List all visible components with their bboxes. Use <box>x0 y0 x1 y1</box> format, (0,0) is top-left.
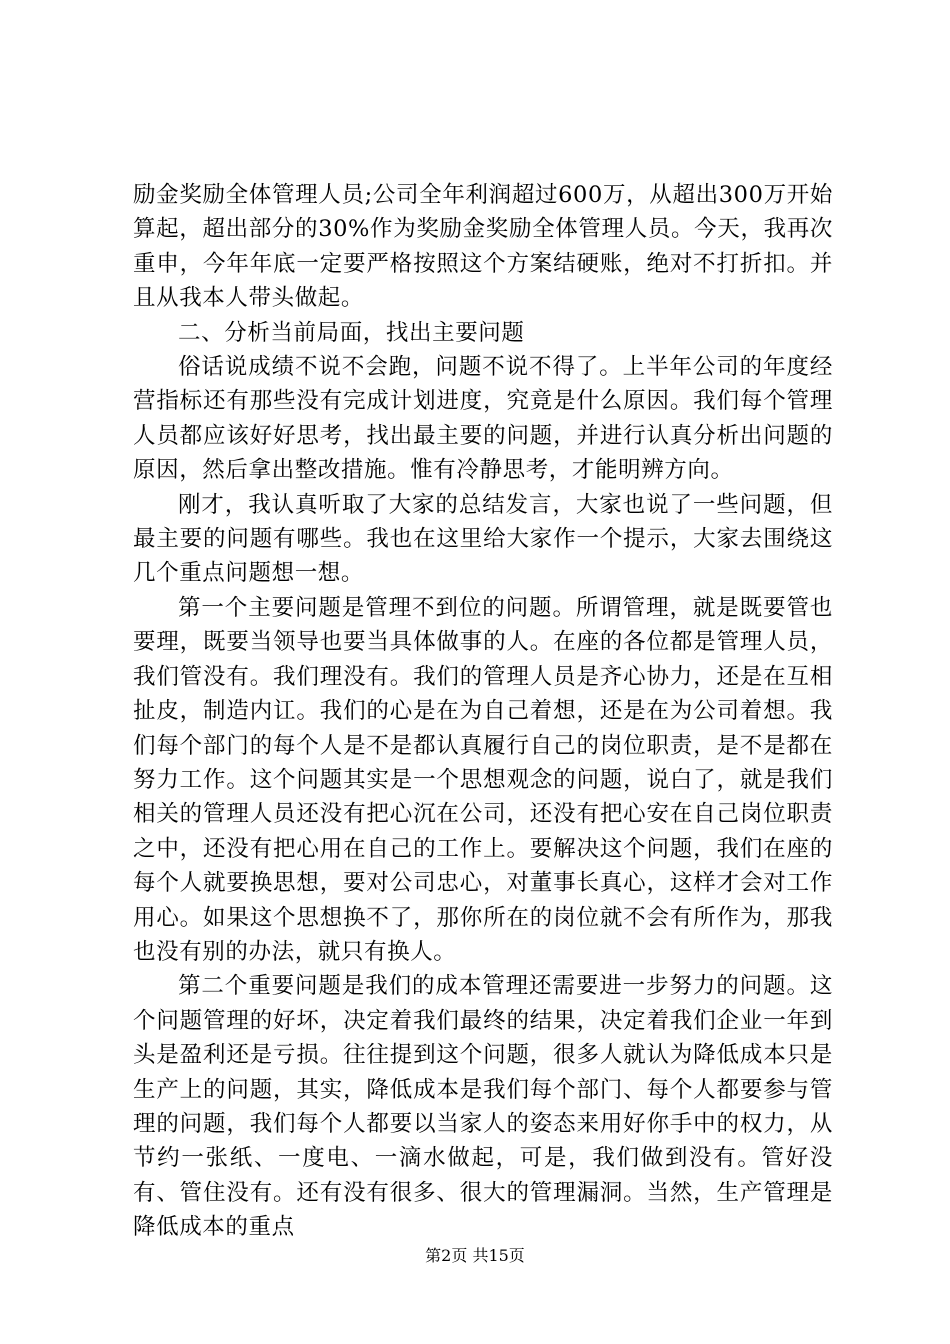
document-body <box>133 178 833 1245</box>
paragraph-4: 刚才，我认真听取了大家的总结发言，大家也说了一些问题，但最主要的问题有哪些。我也在这里给大家作一个提示，大家去围绕这几个重点问题想一想。 <box>133 491 833 587</box>
page-footer: 第2页 共15页 <box>425 1246 525 1265</box>
paragraph-3: 俗话说成绩不说不会跑，问题不说不得了。上半年公司的年度经营指标还有那些没有完成计划进度，究竟是什么原因。我们每个管理人员都应该好好思考，找出最主要的问题，并进行认真分析出问题的原因，然后拿出整改措施。惟有冷静思考，才能明辨方向。 <box>133 354 833 484</box>
paragraph-5: 第一个主要问题是管理不到位的问题。所谓管理，就是既要管也要理，既要当领导也要当具体做事的人。在座的各位都是管理人员，我们管没有。我们理没有。我们的管理人员是齐心协力，还是在互相扯皮，制造内讧。我们的心是在为自己着想，还是在为公司着想。我们每个部门的每个人是不是都认真履行自己的岗位职责，是不是都在努力工作。这个问题其实是一个思想观念的问题，说白了，就是我们相关的管理人员还没有把心沉在公司，还没有把心安在自己岗位职责之中，还没有把心用在自己的工作上。要解决这个问题，我们在座的每个人就要换思想，要对公司忠心，对董事长真心，这样才会对工作用心。如果这个思想换不了，那你所在的岗位就不会有所作为，那我也没有别的办法，就只有换人。 <box>133 594 833 965</box>
paragraph-1: 励金奖励全体管理人员;公司全年利润超过600万，从超出300万开始算起，超出部分的30%作为奖励金奖励全体管理人员。今天，我再次重申，今年年底一定要严格按照这个方案结硬账，绝对不打折扣。并且从我本人带头做起。 <box>133 182 833 312</box>
section-heading: 二、分析当前局面，找出主要问题 <box>178 319 525 346</box>
paragraph-6: 第二个重要问题是我们的成本管理还需要进一步努力的问题。这个问题管理的好坏，决定着我们最终的结果，决定着我们企业一年到头是盈利还是亏损。往往提到这个问题，很多人就认为降低成本只是生产上的问题，其实，降低成本是我们每个部门、每个人都要参与管理的问题，我们每个人都要以当家人的姿态来用好你手中的权力，从节约一张纸、一度电、一滴水做起，可是，我们做到没有。管好没有、管住没有。还有没有很多、很大的管理漏洞。当然，生产管理是降低成本的重点 <box>133 973 833 1241</box>
